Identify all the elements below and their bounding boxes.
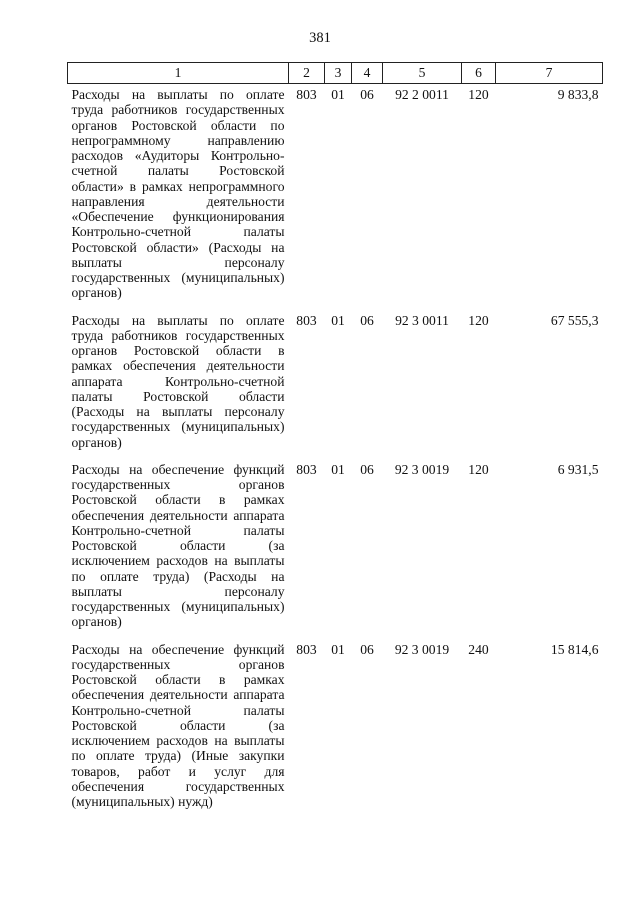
subsection-code: 06 <box>360 312 374 328</box>
row-description: Расходы на выплаты по оплате труда работников государственных органов Ростовской области в рамках обеспечения деятельности аппарата Контрольно-счетной палаты Ростовской области (Расходы на выплаты персоналу государственных (муниципальных) органов) <box>71 312 285 450</box>
column-header: 3 <box>325 63 352 84</box>
column-header: 6 <box>462 63 496 84</box>
target-article-code: 92 3 0019 <box>394 641 450 657</box>
column-header: 4 <box>352 63 383 84</box>
section-code: 01 <box>331 312 345 328</box>
table-header-row <box>68 63 603 84</box>
ministry-code: 803 <box>296 641 317 657</box>
amount-value: 9 833,8 <box>557 87 599 102</box>
ministry-code: 803 <box>296 312 317 328</box>
column-header: 7 <box>496 63 603 84</box>
subsection-code: 06 <box>360 87 374 102</box>
expense-type-code: 120 <box>468 461 489 477</box>
target-article-code: 92 3 0019 <box>394 461 450 477</box>
amount-value: 15 814,6 <box>550 641 599 657</box>
table-row <box>68 459 603 639</box>
subsection-code: 06 <box>360 461 374 477</box>
subsection-code: 06 <box>360 641 374 657</box>
expense-type-code: 240 <box>468 641 489 657</box>
row-description: Расходы на выплаты по оплате труда работников государственных органов Ростовской области по непрограммному направлению расходов «Аудиторы Контрольно-счетной палаты Ростовской области» в рамках непрограммного направления деятельности «Обеспечение функционирования Контрольно-счетной палаты Ростовской области» (Расходы на выплаты персоналу государственных (муниципальных) органов) <box>71 87 285 301</box>
column-header: 2 <box>289 63 325 84</box>
section-code: 01 <box>331 87 345 102</box>
ministry-code: 803 <box>296 461 317 477</box>
amount-value: 6 931,5 <box>557 461 599 477</box>
page-number: 381 <box>309 30 331 46</box>
budget-table <box>67 62 603 818</box>
table-row <box>68 639 603 819</box>
section-code: 01 <box>331 641 345 657</box>
row-description: Расходы на обеспечение функций государственных органов Ростовской области в рамках обеспечения деятельности аппарата Контрольно-счетной палаты Ростовской области (за исключением расходов на выплаты по оплате труда) (Иные закупки товаров, работ и услуг для обеспечения государственных (муниципальных) нужд) <box>71 641 285 809</box>
table-row <box>68 84 603 310</box>
ministry-code: 803 <box>296 87 317 102</box>
table-row <box>68 310 603 459</box>
target-article-code: 92 2 0011 <box>395 87 449 102</box>
expense-type-code: 120 <box>468 87 489 102</box>
column-header: 1 <box>68 63 289 84</box>
expense-type-code: 120 <box>468 312 489 328</box>
section-code: 01 <box>331 461 345 477</box>
target-article-code: 92 3 0011 <box>395 312 449 328</box>
amount-value: 67 555,3 <box>550 312 599 328</box>
column-header: 5 <box>383 63 462 84</box>
row-description: Расходы на обеспечение функций государственных органов Ростовской области в рамках обеспечения деятельности аппарата Контрольно-счетной палаты Ростовской области (за исключением расходов на выплаты по оплате труда) (Расходы на выплаты персоналу государственных (муниципальных) органов) <box>71 461 285 630</box>
